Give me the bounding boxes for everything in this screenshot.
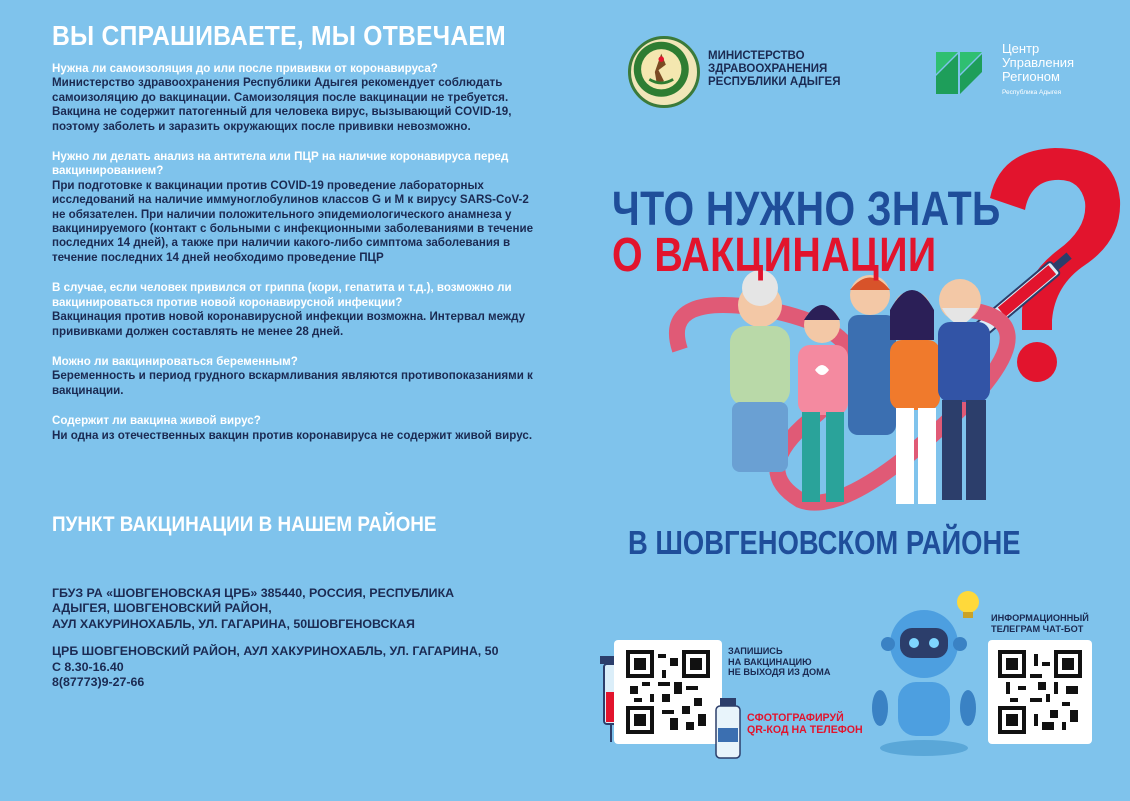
address-line: ЦРБ ШОВГЕНОВСКИЙ РАЙОН, АУЛ ХАКУРИНОХАБЛЬ, УЛ. ГАГАРИНА, 50 — [52, 644, 499, 659]
vaccination-point-heading: ПУНКТ ВАКЦИНАЦИИ В НАШЕМ РАЙОНЕ — [52, 513, 437, 536]
qr-code-icon — [998, 650, 1082, 734]
ministry-name — [708, 50, 841, 89]
signup-caption — [728, 646, 830, 678]
cur-logo-text — [1002, 42, 1074, 84]
faq-heading: ВЫ СПРАШИВАЕТЕ, МЫ ОТВЕЧАЕМ — [52, 20, 506, 51]
ministry-line: ЗДРАВООХРАНЕНИЯ — [708, 63, 828, 75]
vial-icon — [712, 698, 744, 760]
phone: 8(87773)9-27-66 — [52, 675, 145, 690]
qr-code-chatbot[interactable] — [988, 640, 1092, 744]
faq-answer: При подготовке к вакцинации против COVID-19 проведение лабораторных исследований на наличие иммуноглобулинов классов G и M к вирусу SARS-CoV-2 не обязателен. При наличии положительного эпидемиологического анамнеза у вакцинируемого (контакт с больными с инфекционными заболеваниями в течение последних 14 дней), а также при наличии какого-либо симптома заболевания в течение последних 14 дней необходимо проведение ПЦР — [52, 178, 534, 264]
address-line: АДЫГЕЯ, ШОВГЕНОВСКИЙ РАЙОН, — [52, 601, 272, 616]
cur-line: Центр — [1002, 41, 1040, 56]
photo-caption — [747, 712, 863, 736]
caption-line: НА ВАКЦИНАЦИЮ — [728, 656, 812, 667]
caption-line: ТЕЛЕГРАМ ЧАТ-БОТ — [991, 623, 1084, 634]
lightbulb-icon — [957, 591, 979, 618]
headline-line-1: ЧТО НУЖНО ЗНАТЬ — [612, 183, 1001, 236]
faq-list — [52, 62, 542, 459]
faq-question: Нужна ли самоизоляция до или после прививки от коронавируса? — [52, 62, 438, 75]
caption-line: QR-КОД НА ТЕЛЕФОН — [747, 724, 863, 736]
ministry-line: РЕСПУБЛИКИ АДЫГЕЯ — [708, 76, 841, 88]
ministry-line: МИНИСТЕРСТВО — [708, 50, 805, 62]
district-title: В ШОВГЕНОВСКОМ РАЙОНЕ — [628, 524, 1021, 561]
faq-answer: Ни одна из отечественных вакцин против коронавируса не содержит живой вирус. — [52, 428, 533, 442]
qr-code-icon — [624, 650, 712, 734]
bot-caption — [991, 613, 1089, 634]
faq-item — [52, 414, 542, 443]
address-line: АУЛ ХАКУРИНОХАБЛЬ, УЛ. ГАГАРИНА, 50ШОВГЕНОВСКАЯ — [52, 616, 415, 631]
caption-line: ЗАПИШИСЬ — [728, 646, 783, 656]
faq-answer: Министерство здравоохранения Республики Адыгея рекомендует соблюдать самоизоляцию до вакцинации. Самоизоляция после вакцинации не требуется. Вакцина не содержит патогенный для человека вирус, вызывающий COVID-19, поэтому заболеть и заразить окружающих после прививки невозможно. — [52, 76, 512, 133]
caption-line: СФОТОГРАФИРУЙ — [747, 712, 844, 724]
robot-icon — [872, 588, 984, 758]
faq-question: В случае, если человек привился от гриппа (кори, гепатита и т.д.), возможно ли вакцинироваться против новой коронавирусной инфекции? — [52, 281, 512, 309]
faq-question: Содержит ли вакцина живой вирус? — [52, 414, 261, 428]
faq-answer: Вакцинация против новой коронавирусной инфекции возможна. Интервал между прививками должен составлять не менее 28 дней. — [52, 310, 526, 338]
faq-question: Можно ли вакцинироваться беременным? — [52, 354, 298, 368]
headline-line-2: О ВАКЦИНАЦИИ — [612, 229, 937, 282]
faq-question: Нужно ли делать анализ на антитела или ПЦР на наличие коронавируса перед вакцинированием? — [52, 150, 509, 178]
caption-line: НЕ ВЫХОДЯ ИЗ ДОМА — [728, 667, 831, 678]
qr-code-signup[interactable] — [614, 640, 722, 744]
caption-line: ИНФОРМАЦИОННЫЙ — [991, 613, 1089, 623]
faq-item — [52, 150, 542, 265]
family-figures — [730, 270, 990, 504]
address-block — [52, 586, 522, 690]
faq-item — [52, 281, 542, 339]
cur-line: Регионом — [1002, 69, 1060, 84]
faq-answer: Беременность и период грудного вскармливания являются противопоказаниями к вакцинации. — [52, 369, 533, 397]
cur-region: Республика Адыгея — [1002, 89, 1062, 96]
emblem-icon — [628, 36, 700, 108]
hours: С 8.30-16.40 — [52, 659, 124, 674]
cur-logo-icon — [936, 42, 994, 94]
faq-item — [52, 355, 542, 398]
cur-line: Управления — [1002, 55, 1075, 70]
faq-item — [52, 62, 542, 134]
address-line: ГБУЗ РА «ШОВГЕНОВСКАЯ ЦРБ» 385440, РОССИЯ, РЕСПУБЛИКА — [52, 586, 455, 600]
